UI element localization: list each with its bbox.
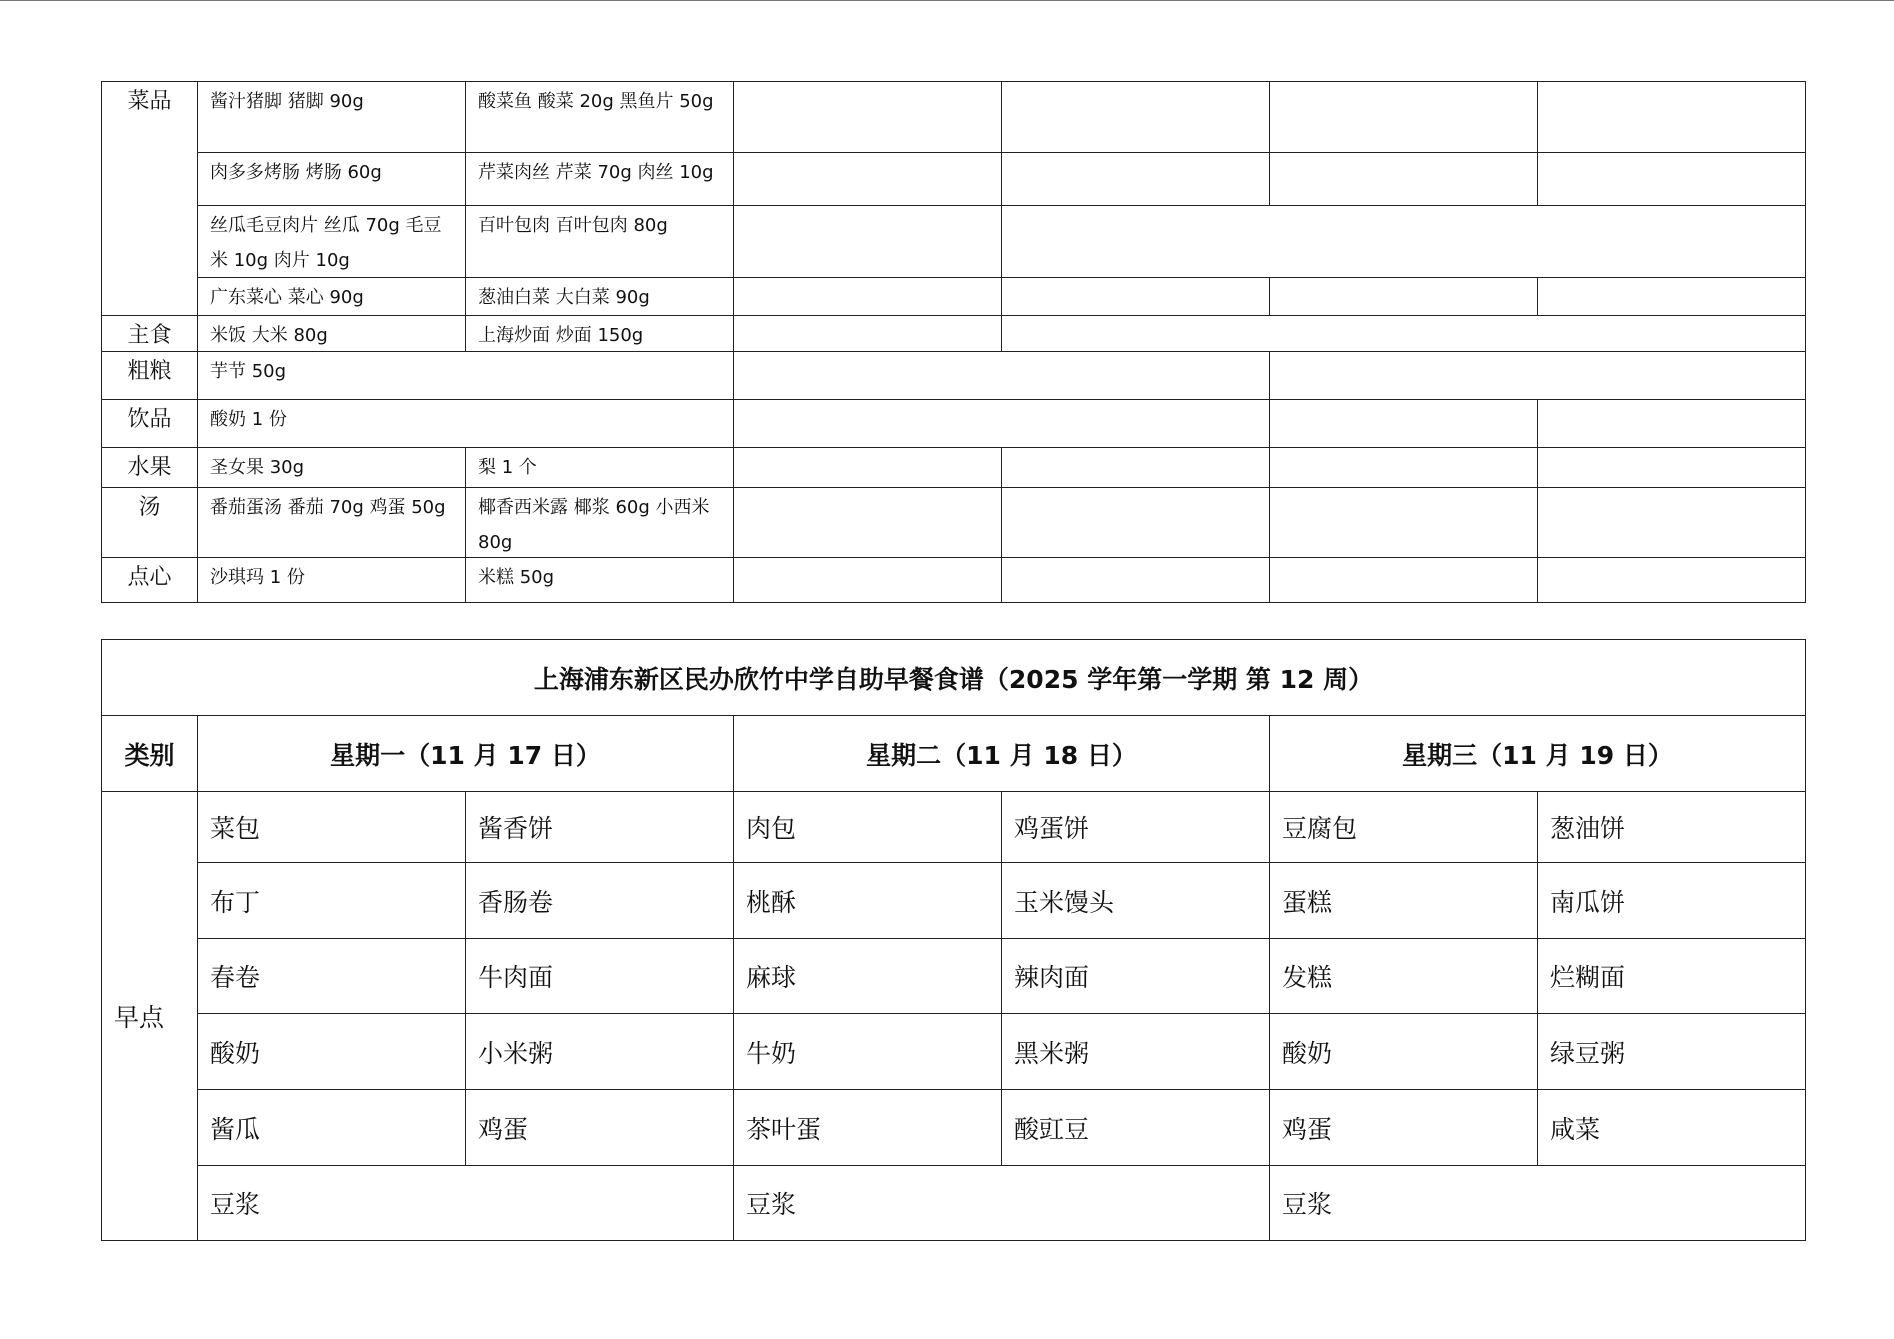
lunch-menu-cell <box>1269 351 1806 400</box>
lunch-menu-cell: 梨 1 个 <box>465 447 734 488</box>
breakfast-drink-cell: 豆浆 <box>1269 1165 1806 1241</box>
lunch-menu-cell <box>1001 81 1270 153</box>
breakfast-item-cell: 发糕 <box>1269 938 1538 1014</box>
lunch-menu-cell <box>1537 447 1806 488</box>
lunch-menu-cell <box>733 351 1270 400</box>
lunch-menu-cell <box>1537 557 1806 603</box>
lunch-menu-cell <box>1537 487 1806 558</box>
lunch-category-cell: 饮品 <box>101 399 198 448</box>
breakfast-item-cell: 小米粥 <box>465 1013 734 1090</box>
breakfast-item-cell: 南瓜饼 <box>1537 862 1806 939</box>
day-header: 星期一（11 月 17 日） <box>197 715 734 792</box>
lunch-menu-cell: 芋节 50g <box>197 351 734 400</box>
breakfast-item-cell: 春卷 <box>197 938 466 1014</box>
lunch-menu-cell: 广东菜心 菜心 90g <box>197 277 466 316</box>
lunch-category-cell: 菜品 <box>101 81 198 316</box>
category-header: 类别 <box>101 715 198 792</box>
breakfast-item-cell: 酱瓜 <box>197 1089 466 1166</box>
day-header: 星期三（11 月 19 日） <box>1269 715 1806 792</box>
breakfast-item-cell: 菜包 <box>197 791 466 863</box>
breakfast-item-cell: 布丁 <box>197 862 466 939</box>
breakfast-item-cell: 茶叶蛋 <box>733 1089 1002 1166</box>
lunch-menu-cell: 番茄蛋汤 番茄 70g 鸡蛋 50g <box>197 487 466 558</box>
breakfast-item-cell: 桃酥 <box>733 862 1002 939</box>
lunch-menu-cell <box>1269 447 1538 488</box>
lunch-menu-cell <box>1001 205 1806 278</box>
breakfast-item-cell: 葱油饼 <box>1537 791 1806 863</box>
lunch-menu-cell <box>1001 277 1270 316</box>
breakfast-item-cell: 鸡蛋饼 <box>1001 791 1270 863</box>
lunch-menu-cell: 圣女果 30g <box>197 447 466 488</box>
breakfast-item-cell: 牛奶 <box>733 1013 1002 1090</box>
lunch-menu-cell: 上海炒面 炒面 150g <box>465 315 734 352</box>
lunch-menu-cell: 百叶包肉 百叶包肉 80g <box>465 205 734 278</box>
breakfast-item-cell: 麻球 <box>733 938 1002 1014</box>
lunch-menu-cell: 米饭 大米 80g <box>197 315 466 352</box>
lunch-menu-cell <box>733 81 1002 153</box>
breakfast-item-cell: 烂糊面 <box>1537 938 1806 1014</box>
breakfast-category-cell: 早点 <box>101 791 198 1241</box>
breakfast-item-cell: 香肠卷 <box>465 862 734 939</box>
breakfast-item-cell: 酸奶 <box>197 1013 466 1090</box>
lunch-menu-cell <box>1537 152 1806 206</box>
lunch-menu-cell <box>1001 152 1270 206</box>
breakfast-item-cell: 酸奶 <box>1269 1013 1538 1090</box>
lunch-menu-cell: 酱汁猪脚 猪脚 90g <box>197 81 466 153</box>
page-top-border <box>0 0 1894 1</box>
lunch-menu-cell <box>1269 557 1538 603</box>
breakfast-item-cell: 肉包 <box>733 791 1002 863</box>
lunch-menu-cell <box>733 399 1270 448</box>
lunch-menu-cell: 米糕 50g <box>465 557 734 603</box>
lunch-menu-cell <box>733 277 1002 316</box>
lunch-menu-cell: 肉多多烤肠 烤肠 60g <box>197 152 466 206</box>
lunch-category-cell: 汤 <box>101 487 198 558</box>
lunch-menu-cell <box>1001 557 1270 603</box>
lunch-category-cell: 水果 <box>101 447 198 488</box>
lunch-menu-cell <box>733 487 1002 558</box>
lunch-menu-cell <box>1001 315 1806 352</box>
lunch-menu-cell <box>733 205 1002 278</box>
breakfast-drink-cell: 豆浆 <box>733 1165 1270 1241</box>
lunch-menu-cell <box>733 315 1002 352</box>
lunch-menu-cell: 沙琪玛 1 份 <box>197 557 466 603</box>
lunch-menu-cell: 椰香西米露 椰浆 60g 小西米 80g <box>465 487 734 558</box>
breakfast-item-cell: 辣肉面 <box>1001 938 1270 1014</box>
lunch-category-cell: 主食 <box>101 315 198 352</box>
lunch-menu-cell <box>1537 81 1806 153</box>
breakfast-title: 上海浦东新区民办欣竹中学自助早餐食谱（2025 学年第一学期 第 12 周） <box>101 639 1806 716</box>
lunch-menu-cell: 酸奶 1 份 <box>197 399 734 448</box>
lunch-menu-cell <box>1269 487 1538 558</box>
breakfast-item-cell: 玉米馒头 <box>1001 862 1270 939</box>
lunch-category-cell: 粗粮 <box>101 351 198 400</box>
breakfast-item-cell: 酸豇豆 <box>1001 1089 1270 1166</box>
lunch-menu-cell <box>1269 81 1538 153</box>
breakfast-item-cell: 咸菜 <box>1537 1089 1806 1166</box>
lunch-menu-cell <box>733 557 1002 603</box>
breakfast-item-cell: 牛肉面 <box>465 938 734 1014</box>
lunch-menu-cell <box>733 152 1002 206</box>
breakfast-item-cell: 蛋糕 <box>1269 862 1538 939</box>
breakfast-drink-cell: 豆浆 <box>197 1165 734 1241</box>
breakfast-item-cell: 鸡蛋 <box>1269 1089 1538 1166</box>
lunch-menu-cell: 芹菜肉丝 芹菜 70g 肉丝 10g <box>465 152 734 206</box>
lunch-menu-cell <box>1537 399 1806 448</box>
day-header: 星期二（11 月 18 日） <box>733 715 1270 792</box>
lunch-menu-cell <box>733 447 1002 488</box>
lunch-menu-cell <box>1269 152 1538 206</box>
breakfast-item-cell: 黑米粥 <box>1001 1013 1270 1090</box>
lunch-menu-cell <box>1269 399 1538 448</box>
lunch-menu-cell <box>1001 487 1270 558</box>
lunch-menu-cell <box>1269 277 1538 316</box>
lunch-menu-cell: 丝瓜毛豆肉片 丝瓜 70g 毛豆米 10g 肉片 10g <box>197 205 466 278</box>
breakfast-item-cell: 绿豆粥 <box>1537 1013 1806 1090</box>
lunch-menu-cell: 葱油白菜 大白菜 90g <box>465 277 734 316</box>
lunch-menu-cell: 酸菜鱼 酸菜 20g 黑鱼片 50g <box>465 81 734 153</box>
lunch-category-cell: 点心 <box>101 557 198 603</box>
lunch-menu-cell <box>1001 447 1270 488</box>
lunch-menu-cell <box>1537 277 1806 316</box>
breakfast-item-cell: 鸡蛋 <box>465 1089 734 1166</box>
breakfast-item-cell: 豆腐包 <box>1269 791 1538 863</box>
breakfast-item-cell: 酱香饼 <box>465 791 734 863</box>
